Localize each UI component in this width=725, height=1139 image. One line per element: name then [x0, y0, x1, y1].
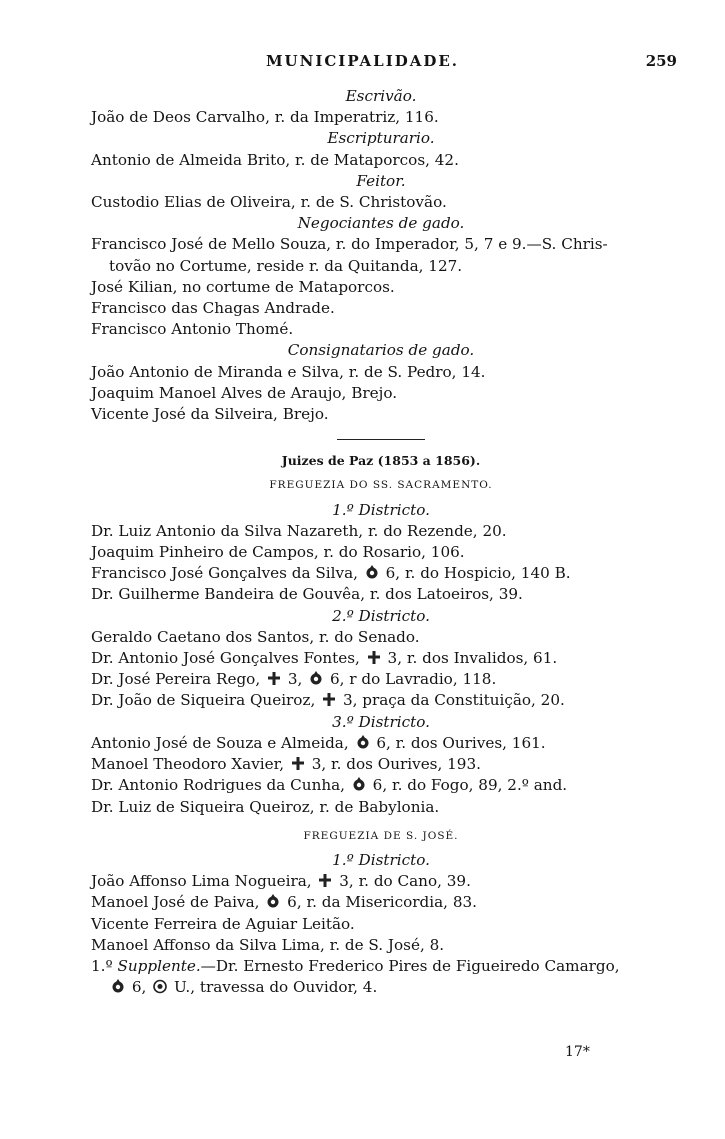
- heading-districto-1: 1.º Districto.: [332, 500, 430, 519]
- heading-freguezia-sacramento: FREGUEZIA DO SS. SACRAMENTO.: [269, 479, 493, 492]
- entry-detail: 6, r. do Fogo, 89, 2.º and.: [372, 776, 568, 795]
- entry-name: Dr. Antonio José Gonçalves Fontes,: [91, 649, 360, 668]
- heading-districto-1: 1.º Districto.: [332, 850, 430, 869]
- entry-line: Vicente Ferreira de Aguiar Leitão.: [91, 914, 355, 933]
- entry-detail: 6,: [131, 978, 147, 997]
- entry-line: Vicente José da Silveira, Brejo.: [91, 405, 329, 424]
- entry-line: Dr. Luiz de Siqueira Queiroz, r. de Babylonia.: [91, 797, 440, 816]
- entry-line: José Kilian, no cortume de Mataporcos.: [91, 277, 395, 296]
- order-rose-icon: [363, 565, 381, 580]
- heading-negociantes: Negociantes de gado.: [297, 214, 465, 233]
- order-cross-icon: [316, 873, 334, 888]
- entry-detail: 3, r. do Cano, 39.: [339, 872, 471, 891]
- entry-line: [91, 871, 671, 892]
- entry-line: Manoel Affonso da Silva Lima, r. de S. José, 8.: [91, 935, 445, 954]
- entry-line: [91, 648, 671, 669]
- entry-detail: 3, r. dos Ourives, 193.: [311, 755, 481, 774]
- entry-line: Francisco Antonio Thomé.: [91, 320, 294, 339]
- entry-line: [91, 563, 671, 584]
- entry-detail: 3,: [287, 670, 303, 689]
- entry-name: Francisco José Gonçalves da Silva,: [91, 564, 358, 583]
- entry-line: [91, 775, 671, 796]
- section-divider: [337, 439, 425, 440]
- entry-line: [91, 892, 671, 913]
- order-rose-icon: [109, 979, 127, 994]
- entry-line: tovão no Cortume, reside r. da Quitanda, 127.: [109, 256, 463, 275]
- entry-line: [91, 977, 671, 998]
- heading-districto-3: 3.º Districto.: [332, 712, 430, 731]
- entry-name: Manoel José de Paiva,: [91, 893, 260, 912]
- entry-prefix: 1.º: [91, 956, 113, 975]
- entry-name: Dr. João de Siqueira Queiroz,: [91, 691, 316, 710]
- entry-line: [91, 690, 671, 711]
- signature-mark: 17*: [565, 1044, 590, 1060]
- entry-line: João Antonio de Miranda e Silva, r. de S. Pedro, 14.: [91, 362, 486, 381]
- entry-detail: 3, praça da Constituição, 20.: [342, 691, 565, 710]
- entry-line: Joaquim Pinheiro de Campos, r. do Rosario, 106.: [91, 543, 465, 562]
- entry-name: Manoel Theodoro Xavier,: [91, 755, 285, 774]
- page-number: 259: [645, 52, 677, 70]
- entry-detail: 3, r. dos Invalidos, 61.: [387, 649, 558, 668]
- page-body: [91, 86, 671, 998]
- entry-name: Dr. Antonio Rodrigues da Cunha,: [91, 776, 346, 795]
- entry-detail: U., travessa do Ouvidor, 4.: [173, 978, 378, 997]
- entry-line: [91, 669, 671, 690]
- page-title: MUNICIPALIDADE.: [265, 52, 460, 70]
- heading-consignatarios: Consignatarios de gado.: [287, 341, 475, 360]
- order-rose-icon: [307, 671, 325, 686]
- entry-detail: 6, r. da Misericordia, 83.: [287, 893, 477, 912]
- entry-line: Francisco José de Mello Souza, r. do Imperador, 5, 7 e 9.—S. Chris-: [91, 235, 608, 254]
- heading-escrivao: Escrivão.: [345, 87, 417, 105]
- heading-escripturario: Escripturario.: [327, 129, 435, 148]
- entry-line: Dr. Luiz Antonio da Silva Nazareth, r. do Rezende, 20.: [91, 521, 507, 540]
- entry-name: João Affonso Lima Nogueira,: [91, 872, 312, 891]
- entry-line: Antonio de Almeida Brito, r. de Mataporcos, 42.: [91, 150, 459, 169]
- entry-line: Geraldo Caetano dos Santos, r. do Senado.: [91, 627, 420, 646]
- order-cross-icon: [365, 650, 383, 665]
- order-circle-icon: [151, 979, 169, 994]
- entry-detail: 6, r. dos Ourives, 161.: [376, 733, 546, 752]
- order-cross-icon: [289, 756, 307, 771]
- entry-line: Custodio Elias de Oliveira, r. de S. Christovão.: [91, 193, 447, 212]
- order-rose-icon: [354, 735, 372, 750]
- heading-districto-2: 2.º Districto.: [332, 606, 430, 625]
- entry-line: João de Deos Carvalho, r. da Imperatriz, 116.: [91, 108, 439, 127]
- entry-detail: 6, r. do Hospicio, 140 B.: [385, 564, 571, 583]
- entry-name: Antonio José de Souza e Almeida,: [91, 733, 349, 752]
- order-rose-icon: [264, 894, 282, 909]
- order-rose-icon: [350, 777, 368, 792]
- entry-detail: —Dr. Ernesto Frederico Pires de Figueiredo Camargo,: [200, 956, 620, 975]
- entry-detail: 6, r do Lavradio, 118.: [329, 670, 497, 689]
- order-cross-icon: [265, 671, 283, 686]
- entry-line: Dr. Guilherme Bandeira de Gouvêa, r. dos Latoeiros, 39.: [91, 585, 523, 604]
- heading-freguezia-sao-jose: FREGUEZIA DE S. JOSÉ.: [303, 829, 459, 842]
- entry-line: Francisco das Chagas Andrade.: [91, 299, 335, 318]
- entry-line: [91, 733, 671, 754]
- heading-juizes: Juizes de Paz (1853 a 1856).: [281, 453, 481, 469]
- entry-name: Dr. José Pereira Rego,: [91, 670, 261, 689]
- entry-line: Joaquim Manoel Alves de Araujo, Brejo.: [91, 383, 398, 402]
- entry-line: [91, 956, 671, 977]
- running-header: [0, 52, 725, 74]
- entry-line: [91, 754, 671, 775]
- order-cross-icon: [320, 692, 338, 707]
- entry-role: Supplente.: [117, 956, 201, 975]
- heading-feitor: Feitor.: [356, 171, 406, 190]
